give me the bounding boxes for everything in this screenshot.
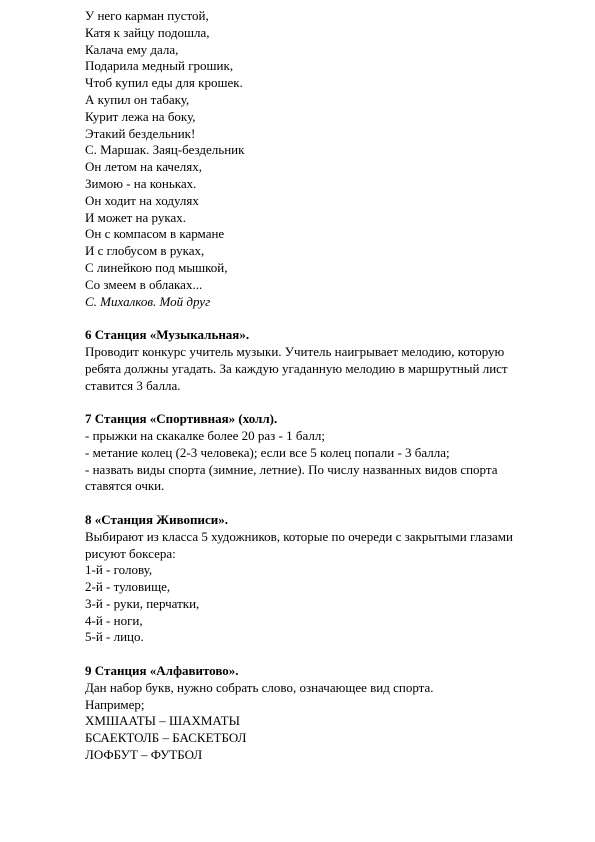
paragraph-gap xyxy=(85,495,555,512)
paragraph-line: 3-й - руки, перчатки, xyxy=(85,595,200,611)
poem-block xyxy=(85,8,555,310)
paragraph-line: ставится 3 балла. xyxy=(85,377,181,393)
paragraph-line: - прыжки на скакалке более 20 раз - 1 балл; xyxy=(85,427,325,443)
paragraph-line: ХМШААТЫ – ШАХМАТЫ xyxy=(85,713,240,729)
paragraph-gap xyxy=(85,394,555,411)
paragraph-line: 5-й - лицо. xyxy=(85,629,144,645)
poem-line: И с глобусом в руках, xyxy=(85,243,205,259)
document-page xyxy=(85,8,555,764)
paragraph-line: Дан набор букв, нужно собрать слово, означающее вид спорта. xyxy=(85,679,434,695)
poem-line: Зимою - на коньках. xyxy=(85,175,197,191)
paragraph-line: ребята должны угадать. За каждую угаданную мелодию в маршрутный лист xyxy=(85,360,508,376)
paragraph-line: - метание колец (2-3 человека); если все 5 колец попали - 3 балла; xyxy=(85,444,450,460)
poem-line: Чтоб купил еды для крошек. xyxy=(85,75,243,91)
station-6-section xyxy=(85,327,555,394)
station-7-section xyxy=(85,411,555,495)
paragraph-line: ЛОФБУТ – ФУТБОЛ xyxy=(85,747,203,763)
station-8-section xyxy=(85,512,555,646)
paragraph-gap xyxy=(85,646,555,663)
poem-line: Подарила медный грошик, xyxy=(85,58,234,74)
paragraph-line: 4-й - ноги, xyxy=(85,612,143,628)
poem-line: У него карман пустой, xyxy=(85,8,209,23)
poem-line: Он ходит на ходулях xyxy=(85,192,199,208)
poem-line: Со змеем в облаках... xyxy=(85,276,203,292)
poem-line: Курит лежа на боку, xyxy=(85,108,196,124)
paragraph-line: Выбирают из класса 5 художников, которые по очереди с закрытыми глазами xyxy=(85,528,513,544)
poem-line: А купил он табаку, xyxy=(85,91,190,107)
paragraph-line: Проводит конкурс учитель музыки. Учитель наигрывает мелодию, которую xyxy=(85,343,505,359)
paragraph-line: Например; xyxy=(85,696,145,712)
paragraph-gap xyxy=(85,310,555,327)
poem-line: С линейкою под мышкой, xyxy=(85,259,228,275)
station-9-section xyxy=(85,663,555,764)
paragraph-line: 2-й - туловище, xyxy=(85,579,171,595)
paragraph-line: ставятся очки. xyxy=(85,478,165,494)
poem-line: Катя к зайцу подошла, xyxy=(85,24,210,40)
poem-line: Калача ему дала, xyxy=(85,41,179,57)
poem-attribution: С. Михалков. Мой друг xyxy=(85,293,211,309)
section-heading: 8 «Станция Живописи». xyxy=(85,511,229,527)
paragraph-line: 1-й - голову, xyxy=(85,562,153,578)
poem-attribution: С. Маршак. Заяц-бездельник xyxy=(85,142,245,158)
section-heading: 7 Станция «Спортивная» (холл). xyxy=(85,411,278,427)
paragraph-line: БСАЕКТОЛБ – БАСКЕТБОЛ xyxy=(85,730,247,746)
paragraph-line: - назвать виды спорта (зимние, летние). По числу названных видов спорта xyxy=(85,461,498,477)
poem-line: Этакий бездельник! xyxy=(85,125,196,141)
paragraph-line: рисуют боксера: xyxy=(85,545,176,561)
section-heading: 6 Станция «Музыкальная». xyxy=(85,327,250,343)
section-heading: 9 Станция «Алфавитово». xyxy=(85,663,239,679)
poem-line: Он с компасом в кармане xyxy=(85,226,225,242)
poem-line: Он летом на качелях, xyxy=(85,159,202,175)
poem-line: И может на руках. xyxy=(85,209,186,225)
